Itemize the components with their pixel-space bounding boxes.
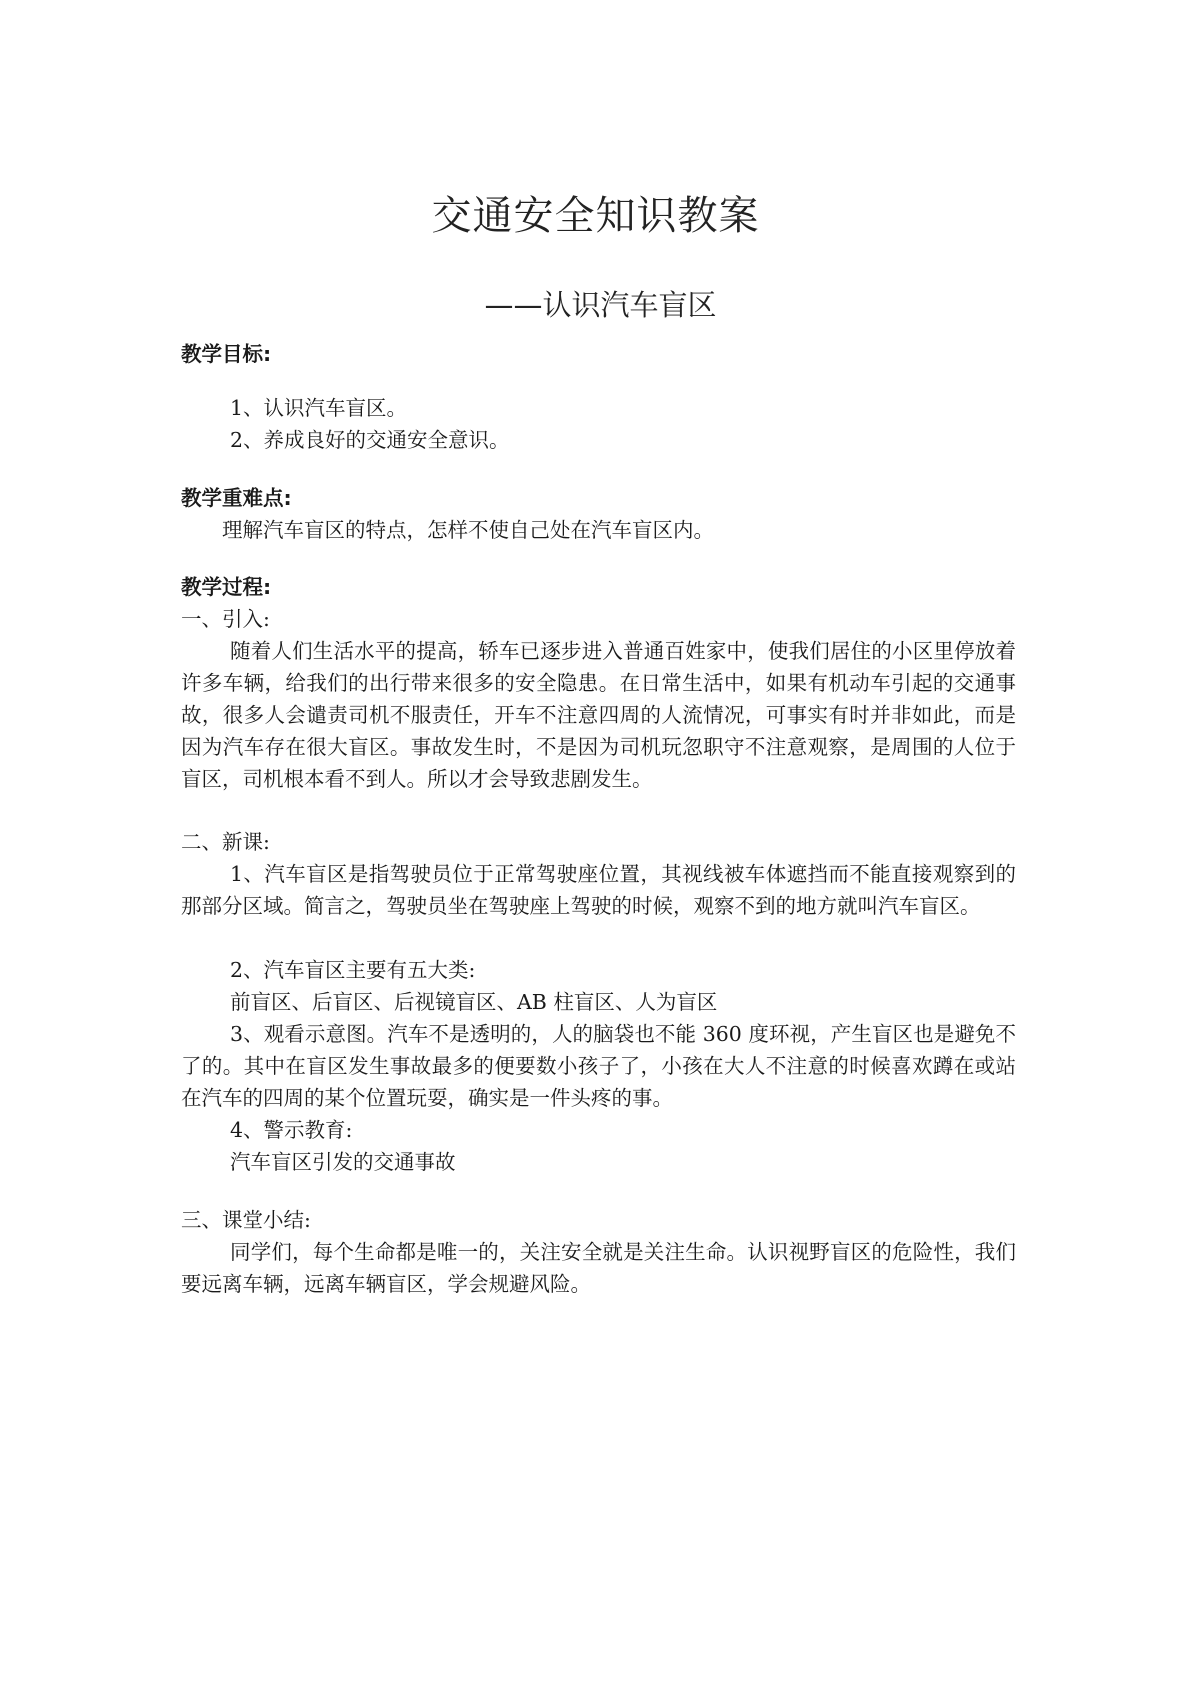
objective-item-2: 2、养成良好的交通安全意识。: [230, 428, 510, 452]
objectives-heading: 教学目标:: [181, 342, 272, 366]
blind-spot-types: 前盲区、后盲区、后视镜盲区、AB 柱盲区、人为盲区: [230, 990, 718, 1014]
document-subtitle: ——认识汽车盲区: [484, 288, 717, 322]
summary-label: 三、课堂小结:: [181, 1208, 311, 1232]
new-lesson-label: 二、新课:: [181, 830, 270, 854]
key-points-text: 理解汽车盲区的特点，怎样不使自己处在汽车盲区内。: [222, 518, 714, 542]
new-lesson-item-2: 2、汽车盲区主要有五大类:: [230, 958, 476, 982]
new-lesson-item-3: 3、观看示意图。汽车不是透明的，人的脑袋也不能 360 度环视，产生盲区也是避免不了的。其中在盲区发生事故最多的便要数小孩子了，小孩在大人不注意的时候喜欢蹲在或站在汽车的四周的某个位置玩耍，确实是一件头疼的事。: [181, 1022, 1016, 1110]
intro-paragraph: 随着人们生活水平的提高，轿车已逐步进入普通百姓家中，使我们居住的小区里停放着许多车辆，给我们的出行带来很多的安全隐患。在日常生活中，如果有机动车引起的交通事故，很多人会谴责司机不服责任，开车不注意四周的人流情况，可事实有时并非如此，而是因为汽车存在很大盲区。事故发生时，不是因为司机玩忽职守不注意观察，是周围的人位于盲区，司机根本看不到人。所以才会导致悲剧发生。: [181, 639, 1016, 791]
process-heading: 教学过程:: [181, 575, 272, 599]
intro-label: 一、引入:: [181, 607, 270, 631]
summary-paragraph: 同学们，每个生命都是唯一的，关注安全就是关注生命。认识视野盲区的危险性，我们要远离车辆，远离车辆盲区，学会规避风险。: [181, 1240, 1016, 1296]
document-title: 交通安全知识教案: [431, 193, 760, 239]
objective-item-1: 1、认识汽车盲区。: [230, 396, 408, 420]
new-lesson-item-1: 1、汽车盲区是指驾驶员位于正常驾驶座位置，其视线被车体遮挡而不能直接观察到的那部分区域。简言之，驾驶员坐在驾驶座上驾驶的时候，观察不到的地方就叫汽车盲区。: [181, 862, 1016, 918]
warning-education-text: 汽车盲区引发的交通事故: [230, 1150, 456, 1174]
new-lesson-item-4: 4、警示教育:: [230, 1118, 353, 1142]
key-points-heading: 教学重难点:: [181, 486, 292, 510]
